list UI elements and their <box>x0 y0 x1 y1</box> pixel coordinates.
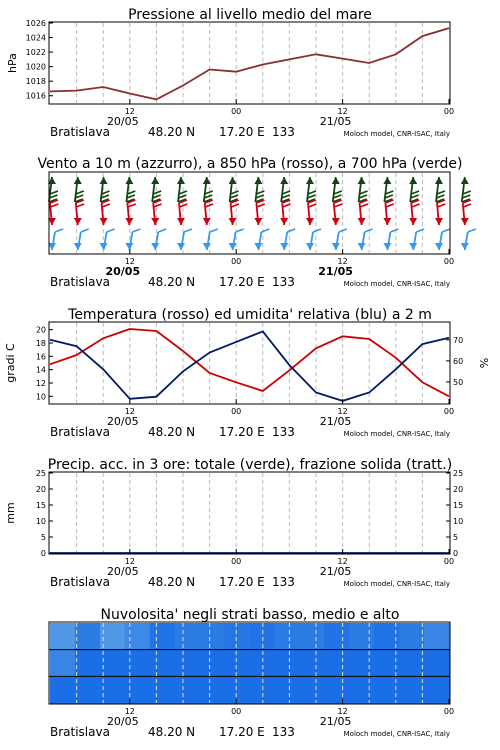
wind-barb-head <box>358 218 366 225</box>
cloud-cell <box>349 650 374 677</box>
wind-barb-flag <box>184 229 192 232</box>
wind-panel <box>37 156 475 289</box>
wind-barb-flag <box>107 229 115 232</box>
date-label: 21/05 <box>318 265 353 278</box>
cloud-cell <box>150 623 175 650</box>
cloud-cell <box>299 676 324 703</box>
wind-barb-head <box>280 243 288 250</box>
x-tick-label: 12 <box>124 557 135 566</box>
cloud-cell <box>150 650 175 677</box>
wind-barb-head <box>461 243 469 250</box>
cloud-cell <box>225 623 250 650</box>
wind-barb-head <box>74 177 82 184</box>
x-tick-label: 12 <box>337 257 348 266</box>
wind-barb-head <box>254 218 262 225</box>
wind-barb-flag <box>283 204 291 207</box>
y-tick-label: 14 <box>35 365 46 375</box>
wind-barb-head <box>254 177 262 184</box>
cloud-cell <box>399 650 424 677</box>
wind-barb-flag <box>257 204 265 207</box>
x-tick-label: 00 <box>443 407 455 416</box>
wind-barb-head <box>74 243 82 250</box>
wind-title: Vento a 10 m (azzurro), a 850 hPa (rosso), a 700 hPa (verde) <box>37 156 463 172</box>
cloud-cell <box>225 676 250 703</box>
wind-barb-head <box>151 218 159 225</box>
y-tick-label-right: 70 <box>453 335 464 345</box>
pressure-panel <box>6 7 454 139</box>
wind-barb-flag <box>416 229 424 232</box>
y-tick-label-right: 15 <box>453 501 464 510</box>
cloud-cell <box>324 623 349 650</box>
x-tick-label: 12 <box>124 107 135 116</box>
wind-barb-head <box>383 218 391 225</box>
temperature-line <box>50 329 449 396</box>
wind-barb-head <box>100 243 108 250</box>
date-label: 21/05 <box>319 565 352 578</box>
y-tick-label-right: 50 <box>453 377 464 387</box>
date-label: 20/05 <box>106 115 139 128</box>
wind-barb-head <box>125 218 133 225</box>
precip-frame <box>49 472 450 554</box>
x-tick-label: 12 <box>124 707 135 716</box>
cloud-cell <box>424 623 449 650</box>
cloud-cell <box>299 623 324 650</box>
location-info: Bratislava 48.20 N 17.20 E 133 <box>50 125 295 139</box>
cloud-cell <box>75 676 100 703</box>
wind-barb-head <box>332 243 340 250</box>
x-tick-label: 00 <box>231 707 242 716</box>
y-tick-label-right: 60 <box>453 356 464 366</box>
wind-barb-flag <box>231 204 239 207</box>
cloud-cell <box>125 623 150 650</box>
cloud-cell <box>250 623 275 650</box>
wind-barb-head <box>409 243 417 250</box>
wind-barb-head <box>229 243 237 250</box>
y-tick-label: 1020 <box>25 62 46 72</box>
precip-ylabel: mm <box>4 502 17 524</box>
wind-barb-head <box>74 218 82 225</box>
x-tick-label: 12 <box>337 407 348 416</box>
x-tick-label: 00 <box>231 557 242 566</box>
y-tick-label: 20 <box>35 485 46 494</box>
wind-barb-flag <box>412 204 420 207</box>
x-tick-label: 00 <box>443 107 455 116</box>
date-label: 20/05 <box>106 565 139 578</box>
model-credit: Moloch model, CNR-ISAC, Italy <box>343 730 450 738</box>
wind-barb-flag <box>50 204 58 207</box>
wind-barb-flag <box>210 229 218 232</box>
cloud-cell <box>250 650 275 677</box>
wind-barb-head <box>409 177 417 184</box>
wind-barb-flag <box>287 229 295 232</box>
wind-barb-head <box>151 243 159 250</box>
y-tick-label-right: 10 <box>453 517 464 526</box>
model-credit: Moloch model, CNR-ISAC, Italy <box>343 280 450 288</box>
pressure-title: Pressione al livello medio del mare <box>128 7 372 23</box>
x-tick-label: 00 <box>231 407 242 416</box>
wind-frame <box>49 172 450 254</box>
pressure-xticks <box>107 99 454 128</box>
temperature-series <box>50 329 449 401</box>
cloud-cell <box>150 676 175 703</box>
temperature-title: Temperatura (rosso) ed umidita' relativa (blu) a 2 m <box>68 307 432 323</box>
cloud-cell <box>50 650 75 677</box>
wind-barb-head <box>435 243 443 250</box>
y-tick-label: 1022 <box>25 48 46 58</box>
wind-barb-head <box>435 218 443 225</box>
cloud-cells <box>49 623 450 704</box>
wind-barb-flag <box>334 204 342 207</box>
date-label: 20/05 <box>105 265 141 278</box>
wind-barb-flag <box>308 204 316 207</box>
wind-barb-head <box>435 177 443 184</box>
cloud-cell <box>50 623 75 650</box>
date-label: 21/05 <box>319 715 352 728</box>
x-tick-label: 00 <box>231 257 242 266</box>
wind-xticks <box>105 249 454 278</box>
x-tick-label: 00 <box>443 707 455 716</box>
cloud-cell <box>324 650 349 677</box>
y-tick-label: 25 <box>35 469 46 478</box>
wind-barb-head <box>332 177 340 184</box>
wind-barb-flag <box>468 229 476 232</box>
precip-grid <box>77 473 423 553</box>
pressure-frame <box>49 22 450 104</box>
y-tick-label-right: 0 <box>453 549 459 558</box>
wind-barb-head <box>100 177 108 184</box>
wind-barb-head <box>306 243 314 250</box>
y-tick-label: 15 <box>35 501 46 510</box>
wind-barb-flag <box>463 204 471 207</box>
wind-barb-flag <box>360 204 368 207</box>
y-tick-label: 20 <box>35 325 46 335</box>
wind-barb-head <box>229 218 237 225</box>
temperature-ylabel: gradi C <box>4 343 17 383</box>
wind-barb-head <box>306 177 314 184</box>
wind-barb-head <box>254 243 262 250</box>
x-tick-label: 00 <box>443 257 455 266</box>
location-info: Bratislava 48.20 N 17.20 E 133 <box>50 725 295 739</box>
wind-barb-flag <box>158 229 166 232</box>
precip-panel <box>4 457 463 589</box>
wind-barb-head <box>383 243 391 250</box>
cloud-cell <box>399 676 424 703</box>
y-tick-label: 1026 <box>25 19 46 28</box>
wind-barb-head <box>177 218 185 225</box>
x-tick-label: 12 <box>337 557 348 566</box>
wind-barb-flag <box>437 204 445 207</box>
wind-barb-head <box>177 177 185 184</box>
y-tick-label: 10 <box>35 392 46 402</box>
wind-barb-flag <box>154 204 162 207</box>
wind-barb-flag <box>236 229 244 232</box>
precip-title: Precip. acc. in 3 ore: totale (verde), frazione solida (tratt.) <box>47 457 453 473</box>
wind-barb-head <box>125 177 133 184</box>
wind-barb-flag <box>386 204 394 207</box>
precip-yticks <box>36 469 463 558</box>
y-tick-label-right: 5 <box>453 533 459 542</box>
x-tick-label: 12 <box>337 707 348 716</box>
date-label: 21/05 <box>319 115 352 128</box>
pressure-line <box>50 28 449 99</box>
date-label: 20/05 <box>106 715 139 728</box>
y-tick-label: 1024 <box>25 33 46 43</box>
wind-barb-head <box>229 177 237 184</box>
wind-barb-flag <box>128 204 136 207</box>
x-tick-label: 12 <box>124 257 135 266</box>
x-tick-label: 00 <box>443 557 455 566</box>
y-tick-label-right: 25 <box>453 469 464 478</box>
location-info: Bratislava 48.20 N 17.20 E 133 <box>50 425 295 439</box>
y-tick-label: 10 <box>35 517 46 526</box>
date-label: 20/05 <box>106 415 139 428</box>
wind-barb-head <box>151 177 159 184</box>
wind-barb-flag <box>365 229 373 232</box>
cloud-cell <box>200 650 225 677</box>
cloud-cell <box>349 676 374 703</box>
wind-barb-head <box>383 177 391 184</box>
cloud-cell <box>50 676 75 703</box>
cloud-cell <box>175 650 200 677</box>
location-info: Bratislava 48.20 N 17.20 E 133 <box>50 275 295 289</box>
cloud-cell <box>274 623 299 650</box>
temperature-xticks <box>107 399 454 428</box>
cloud-cell <box>349 623 374 650</box>
wind-barb-flag <box>313 229 321 232</box>
cloud-title: Nuvolosita' negli strati basso, medio e alto <box>100 607 400 623</box>
wind-barb-head <box>358 177 366 184</box>
wind-barb-flag <box>55 229 63 232</box>
pressure-ylabel: hPa <box>6 53 19 73</box>
y-tick-label: 1018 <box>25 77 46 87</box>
wind-barb-head <box>100 218 108 225</box>
pressure-series <box>50 28 449 99</box>
wind-barb-head <box>177 243 185 250</box>
wind-barb-head <box>461 177 469 184</box>
wind-barbs <box>48 177 476 250</box>
temperature-frame <box>49 322 450 404</box>
cloud-cell <box>250 676 275 703</box>
cloud-cell <box>324 676 349 703</box>
wind-barb-flag <box>132 229 140 232</box>
cloud-cell <box>125 650 150 677</box>
y-tick-label: 16 <box>35 352 46 362</box>
y-tick-label: 1016 <box>25 91 46 101</box>
humidity-line <box>50 331 449 401</box>
wind-barb-head <box>358 243 366 250</box>
cloud-panel <box>49 607 454 739</box>
model-credit: Moloch model, CNR-ISAC, Italy <box>343 430 450 438</box>
cloud-cell <box>424 676 449 703</box>
wind-barb-head <box>409 218 417 225</box>
y-tick-label: 12 <box>35 379 46 388</box>
model-credit: Moloch model, CNR-ISAC, Italy <box>343 580 450 588</box>
location-info: Bratislava 48.20 N 17.20 E 133 <box>50 575 295 589</box>
wind-barb-head <box>280 177 288 184</box>
x-tick-label: 12 <box>337 107 348 116</box>
cloud-cell <box>274 650 299 677</box>
wind-barb-head <box>280 218 288 225</box>
cloud-cell <box>75 623 100 650</box>
cloud-cell <box>225 650 250 677</box>
cloud-cell <box>175 623 200 650</box>
date-label: 21/05 <box>319 415 352 428</box>
cloud-cell <box>399 623 424 650</box>
y-tick-label: 0 <box>40 549 46 558</box>
cloud-cell <box>175 676 200 703</box>
wind-barb-flag <box>442 229 450 232</box>
cloud-cell <box>200 623 225 650</box>
humidity-ylabel: % <box>478 357 491 369</box>
y-tick-label-right: 20 <box>453 485 464 494</box>
cloud-cell <box>274 676 299 703</box>
wind-barb-flag <box>81 229 89 232</box>
wind-barb-head <box>306 218 314 225</box>
cloud-cell <box>75 650 100 677</box>
wind-barb-head <box>332 218 340 225</box>
cloud-cell <box>125 676 150 703</box>
x-tick-label: 12 <box>124 407 135 416</box>
temperature-panel <box>4 307 491 439</box>
wind-barb-head <box>461 218 469 225</box>
y-tick-label: 18 <box>35 339 46 348</box>
cloud-cell <box>299 650 324 677</box>
cloud-cell <box>200 676 225 703</box>
model-credit: Moloch model, CNR-ISAC, Italy <box>343 130 450 138</box>
wind-barb-flag <box>76 204 84 207</box>
y-tick-label: 5 <box>40 533 46 542</box>
wind-barb-head <box>125 243 133 250</box>
x-tick-label: 00 <box>231 107 242 116</box>
cloud-cell <box>424 650 449 677</box>
wind-barb-flag <box>390 229 398 232</box>
